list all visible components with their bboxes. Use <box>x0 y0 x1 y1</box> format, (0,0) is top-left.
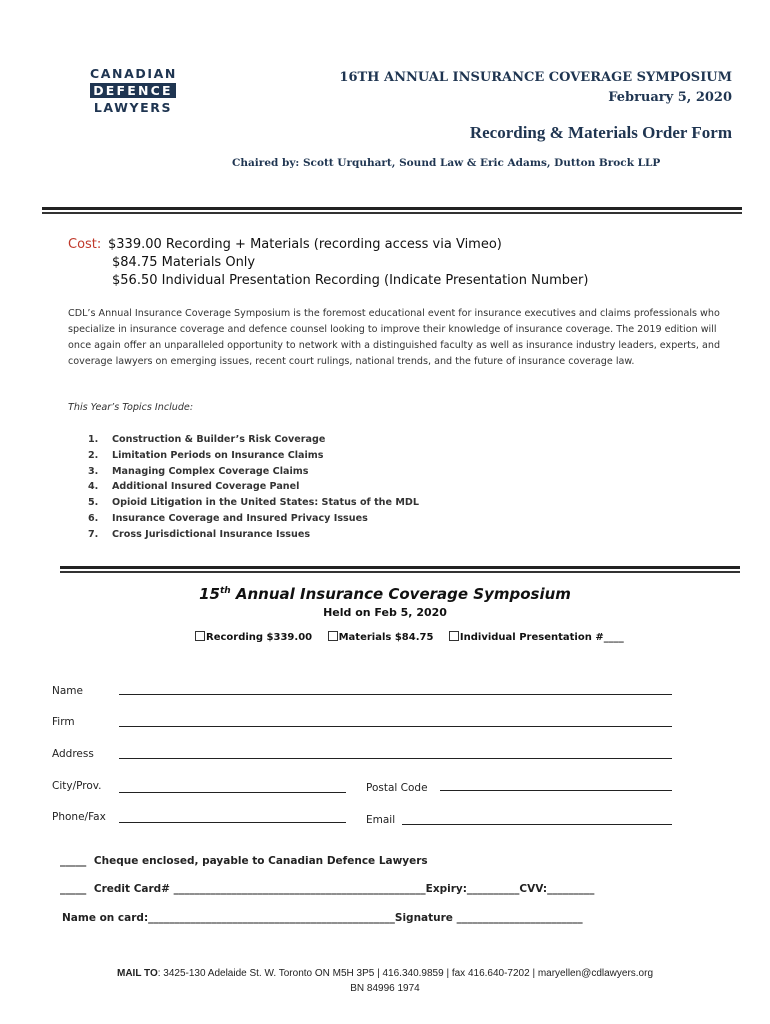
list-item <box>88 495 419 511</box>
cdl-logo <box>90 66 176 115</box>
form-symposium-title <box>0 585 770 603</box>
topic-text: Insurance Coverage and Insured Privacy Issues <box>112 512 368 524</box>
list-item <box>88 511 419 527</box>
logo-line-2: DEFENCE <box>90 83 176 98</box>
symposium-date: February 5, 2020 <box>608 90 732 105</box>
mail-to <box>0 966 770 996</box>
email-field[interactable] <box>402 824 672 825</box>
list-item <box>88 432 419 448</box>
business-number: BN 84996 1974 <box>350 983 420 994</box>
city-field[interactable] <box>119 792 346 793</box>
recording-option[interactable] <box>195 632 312 643</box>
materials-checkbox[interactable] <box>328 631 338 641</box>
address-label: Address <box>52 748 94 760</box>
mail-to-address: : 3425-130 Adelaide St. W. Toronto ON M5H 3P5 | 416.340.9859 | fax 416.640-7202 | maryellen@cdlawyers.org <box>157 968 654 979</box>
firm-field[interactable] <box>119 726 672 727</box>
phone-label: Phone/Fax <box>52 811 106 823</box>
cost-label: Cost: <box>68 237 102 252</box>
topic-number: 5. <box>88 497 99 509</box>
topic-text: Managing Complex Coverage Claims <box>112 465 309 477</box>
divider-mid-1 <box>60 566 740 569</box>
individual-checkbox[interactable] <box>449 631 459 641</box>
cost-line-2: $84.75 Materials Only <box>112 255 256 270</box>
mail-to-label: MAIL TO <box>116 968 158 979</box>
name-field[interactable] <box>119 694 672 695</box>
list-item <box>88 448 419 464</box>
symposium-number: 15 <box>199 585 220 603</box>
address-field[interactable] <box>119 758 672 759</box>
symposium-title: 16TH ANNUAL INSURANCE COVERAGE SYMPOSIUM <box>339 70 732 85</box>
chaired-by: Chaired by: Scott Urquhart, Sound Law & Eric Adams, Dutton Brock LLP <box>232 157 661 169</box>
held-date: Held on Feb 5, 2020 <box>323 606 447 619</box>
recording-label: Recording $339.00 <box>206 632 313 643</box>
topic-number: 3. <box>88 465 99 477</box>
topics-intro: This Year’s Topics Include: <box>68 402 194 413</box>
topic-number: 1. <box>88 434 99 445</box>
topic-text: Opioid Litigation in the United States: Status of the MDL <box>112 497 419 509</box>
individual-label: Individual Presentation #____ <box>459 632 624 643</box>
description: CDL’s Annual Insurance Coverage Symposium is the foremost educational event for insurance executives and claims professionals who specialize in insurance coverage and defence counsel looking to improve their knowledge of insurance coverage. The 2019 edition will once again offer an unparalleled opportunity to network with a distinguished faculty as well as insurance industry leaders, experts, and coverage lawyers on emerging issues, recent court rulings, national trends, and the future of insurance coverage law. <box>68 308 721 367</box>
postal-field[interactable] <box>440 790 672 791</box>
individual-option[interactable] <box>449 632 624 643</box>
cheque-label: Cheque enclosed, payable to Canadian Defence Lawyers <box>93 855 428 867</box>
topic-text: Construction & Builder’s Risk Coverage <box>112 434 326 445</box>
credit-card-line[interactable]: Credit Card# ________________________________________________Expiry:__________CVV:_________ <box>93 883 595 895</box>
cost-block <box>68 236 588 290</box>
divider-mid-2 <box>60 571 740 573</box>
topic-text: Cross Jurisdictional Insurance Issues <box>112 528 311 540</box>
materials-option[interactable] <box>328 632 434 643</box>
credit-blank[interactable]: _____ <box>60 883 87 895</box>
logo-line-1: CANADIAN <box>90 66 177 81</box>
postal-label: Postal Code <box>366 782 428 794</box>
symposium-name: Annual Insurance Coverage Symposium <box>230 585 571 603</box>
materials-label: Materials $84.75 <box>338 632 434 643</box>
divider-top-1 <box>42 207 742 210</box>
list-item <box>88 527 419 543</box>
cost-line-3: $56.50 Individual Presentation Recording (Indicate Presentation Number) <box>112 273 589 288</box>
topic-number: 4. <box>88 481 99 493</box>
topic-text: Additional Insured Coverage Panel <box>112 481 300 493</box>
email-label: Email <box>366 814 396 826</box>
cost-line-1: $339.00 Recording + Materials (recording access via Vimeo) <box>108 237 502 252</box>
cheque-option[interactable] <box>60 855 428 867</box>
form-title: Recording & Materials Order Form <box>469 123 732 142</box>
topic-number: 6. <box>88 512 99 524</box>
logo-line-3: LAWYERS <box>93 100 173 115</box>
topics-list <box>88 432 419 543</box>
phone-field[interactable] <box>119 822 346 823</box>
name-on-card-line[interactable]: Name on card:_______________________________________________Signature ________________________ <box>62 912 583 924</box>
list-item <box>88 464 419 480</box>
topic-text: Limitation Periods on Insurance Claims <box>112 449 324 461</box>
recording-checkbox[interactable] <box>195 631 205 641</box>
divider-top-2 <box>42 212 742 214</box>
list-item <box>88 479 419 495</box>
credit-option[interactable] <box>60 883 594 895</box>
cheque-blank[interactable]: _____ <box>60 855 87 867</box>
topic-number: 2. <box>88 449 99 461</box>
symposium-ordinal: th <box>219 586 231 596</box>
firm-label: Firm <box>52 716 75 728</box>
order-options <box>195 631 636 643</box>
city-label: City/Prov. <box>52 780 102 792</box>
name-label: Name <box>52 685 83 697</box>
topic-number: 7. <box>88 528 99 540</box>
